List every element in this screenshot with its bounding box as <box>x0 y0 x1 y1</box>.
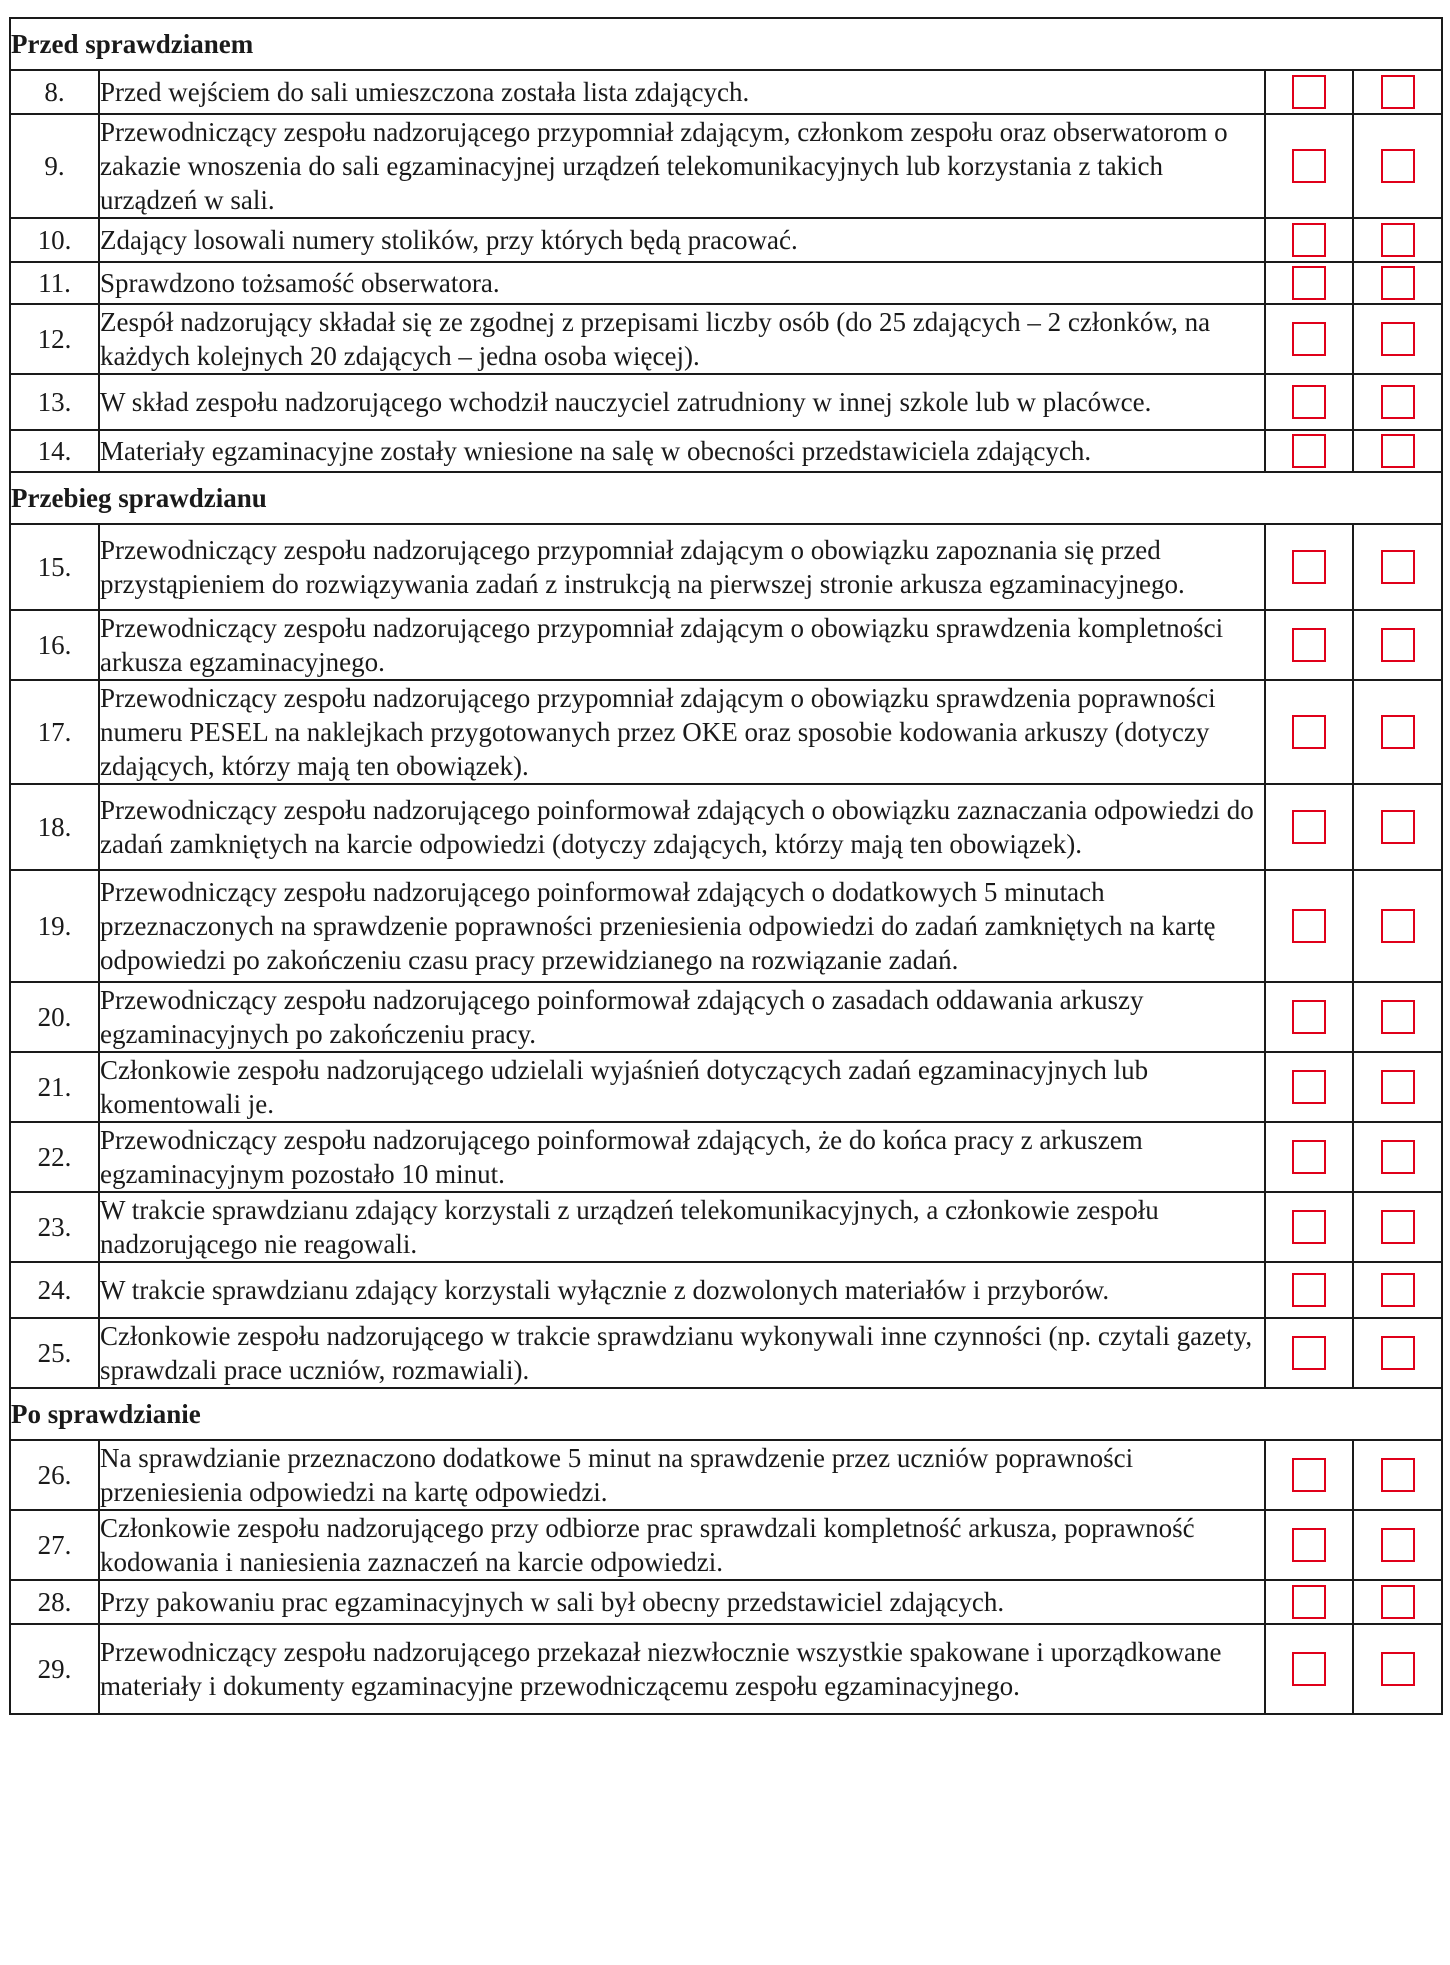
checkbox-cell-no <box>1353 784 1442 870</box>
checkbox-yes[interactable] <box>1292 1070 1326 1104</box>
checklist-row <box>10 304 1442 374</box>
checkbox-cell-yes <box>1265 1624 1353 1714</box>
item-number: 12. <box>10 304 99 374</box>
item-text: Przewodniczący zespołu nadzorującego poinformował zdających o zasadach oddawania arkuszy egzaminacyjnych po zakończeniu pracy. <box>99 982 1265 1052</box>
item-text: Przewodniczący zespołu nadzorującego przypomniał zdającym o obowiązku sprawdzenia poprawności numeru PESEL na naklejkach przygotowanych przez OKE oraz sposobie kodowania arkuszy (dotyczy zdających, którzy mają ten obowiązek). <box>99 680 1265 784</box>
checkbox-cell-no <box>1353 1192 1442 1262</box>
item-number: 28. <box>10 1580 99 1624</box>
checkbox-cell-yes <box>1265 114 1353 218</box>
checkbox-cell-no <box>1353 1122 1442 1192</box>
checklist-row <box>10 1052 1442 1122</box>
checkbox-cell-no <box>1353 262 1442 304</box>
checklist-row <box>10 524 1442 610</box>
item-number: 26. <box>10 1440 99 1510</box>
checkbox-no[interactable] <box>1381 628 1415 662</box>
checkbox-cell-no <box>1353 610 1442 680</box>
item-text: Sprawdzono tożsamość obserwatora. <box>99 262 1265 304</box>
checkbox-no[interactable] <box>1381 1273 1415 1307</box>
checkbox-cell-yes <box>1265 524 1353 610</box>
checkbox-yes[interactable] <box>1292 1273 1326 1307</box>
item-number: 23. <box>10 1192 99 1262</box>
checkbox-no[interactable] <box>1381 1336 1415 1370</box>
item-text: Zdający losowali numery stolików, przy których będą pracować. <box>99 218 1265 262</box>
checkbox-yes[interactable] <box>1292 385 1326 419</box>
checkbox-yes[interactable] <box>1292 75 1326 109</box>
checkbox-cell-yes <box>1265 1318 1353 1388</box>
item-text: W trakcie sprawdzianu zdający korzystali wyłącznie z dozwolonych materiałów i przyborów. <box>99 1262 1265 1318</box>
checkbox-cell-no <box>1353 1580 1442 1624</box>
checkbox-no[interactable] <box>1381 434 1415 468</box>
item-number: 8. <box>10 70 99 114</box>
checkbox-cell-yes <box>1265 70 1353 114</box>
checkbox-yes[interactable] <box>1292 550 1326 584</box>
checklist-table <box>9 17 1443 1715</box>
checkbox-cell-no <box>1353 870 1442 982</box>
checklist-row <box>10 982 1442 1052</box>
item-number: 20. <box>10 982 99 1052</box>
checkbox-cell-yes <box>1265 1510 1353 1580</box>
checkbox-cell-yes <box>1265 1580 1353 1624</box>
checkbox-cell-no <box>1353 1052 1442 1122</box>
checkbox-yes[interactable] <box>1292 266 1326 300</box>
checkbox-no[interactable] <box>1381 266 1415 300</box>
checkbox-cell-no <box>1353 218 1442 262</box>
checklist-row <box>10 1580 1442 1624</box>
checklist-row <box>10 430 1442 472</box>
checkbox-cell-yes <box>1265 610 1353 680</box>
item-text: Zespół nadzorujący składał się ze zgodnej z przepisami liczby osób (do 25 zdających – 2 członków, na każdych kolejnych 20 zdających – jedna osoba więcej). <box>99 304 1265 374</box>
checkbox-no[interactable] <box>1381 1528 1415 1562</box>
checkbox-cell-no <box>1353 1440 1442 1510</box>
section-header <box>10 1388 1442 1440</box>
checkbox-cell-yes <box>1265 218 1353 262</box>
checkbox-yes[interactable] <box>1292 909 1326 943</box>
checklist-row <box>10 114 1442 218</box>
item-number: 29. <box>10 1624 99 1714</box>
checkbox-cell-yes <box>1265 680 1353 784</box>
checklist-row <box>10 870 1442 982</box>
checkbox-yes[interactable] <box>1292 1528 1326 1562</box>
item-number: 22. <box>10 1122 99 1192</box>
checkbox-cell-yes <box>1265 374 1353 430</box>
checkbox-cell-no <box>1353 1318 1442 1388</box>
checkbox-cell-yes <box>1265 784 1353 870</box>
item-text: Przewodniczący zespołu nadzorującego przekazał niezwłocznie wszystkie spakowane i uporządkowane materiały i dokumenty egzaminacyjne przewodniczącemu zespołu egzaminacyjnego. <box>99 1624 1265 1714</box>
checklist-body <box>10 18 1442 1714</box>
checkbox-no[interactable] <box>1381 1652 1415 1686</box>
checkbox-no[interactable] <box>1381 1458 1415 1492</box>
item-text: W skład zespołu nadzorującego wchodził nauczyciel zatrudniony w innej szkole lub w placówce. <box>99 374 1265 430</box>
checkbox-no[interactable] <box>1381 223 1415 257</box>
section-header <box>10 472 1442 524</box>
checkbox-cell-no <box>1353 680 1442 784</box>
checkbox-yes[interactable] <box>1292 1458 1326 1492</box>
checkbox-yes[interactable] <box>1292 1652 1326 1686</box>
checklist-row <box>10 1510 1442 1580</box>
checkbox-yes[interactable] <box>1292 223 1326 257</box>
item-number: 15. <box>10 524 99 610</box>
checkbox-yes[interactable] <box>1292 434 1326 468</box>
checkbox-cell-no <box>1353 1510 1442 1580</box>
checklist-row <box>10 1440 1442 1510</box>
checklist-row <box>10 610 1442 680</box>
checklist-row <box>10 680 1442 784</box>
checkbox-yes[interactable] <box>1292 1000 1326 1034</box>
section-header <box>10 18 1442 70</box>
item-number: 10. <box>10 218 99 262</box>
checkbox-cell-yes <box>1265 304 1353 374</box>
checkbox-yes[interactable] <box>1292 810 1326 844</box>
checkbox-no[interactable] <box>1381 1210 1415 1244</box>
item-text: Przed wejściem do sali umieszczona została lista zdających. <box>99 70 1265 114</box>
item-text: Przy pakowaniu prac egzaminacyjnych w sali był obecny przedstawiciel zdających. <box>99 1580 1265 1624</box>
checklist-row <box>10 262 1442 304</box>
checkbox-yes[interactable] <box>1292 1585 1326 1619</box>
checkbox-no[interactable] <box>1381 75 1415 109</box>
item-number: 18. <box>10 784 99 870</box>
checkbox-cell-yes <box>1265 982 1353 1052</box>
item-number: 13. <box>10 374 99 430</box>
checkbox-cell-no <box>1353 1262 1442 1318</box>
checkbox-cell-yes <box>1265 430 1353 472</box>
item-text: Przewodniczący zespołu nadzorującego poinformował zdających o obowiązku zaznaczania odpowiedzi do zadań zamkniętych na karcie odpowiedzi (dotyczy zdających, którzy mają ten obowiązek). <box>99 784 1265 870</box>
checkbox-cell-yes <box>1265 1262 1353 1318</box>
item-text: Członkowie zespołu nadzorującego udzielali wyjaśnień dotyczących zadań egzaminacyjnych lub komentowali je. <box>99 1052 1265 1122</box>
section-title: Po sprawdzianie <box>10 1388 1442 1440</box>
checklist-row <box>10 784 1442 870</box>
checkbox-cell-no <box>1353 304 1442 374</box>
checkbox-yes[interactable] <box>1292 1140 1326 1174</box>
item-number: 25. <box>10 1318 99 1388</box>
item-number: 19. <box>10 870 99 982</box>
item-number: 16. <box>10 610 99 680</box>
item-number: 9. <box>10 114 99 218</box>
item-text: W trakcie sprawdzianu zdający korzystali z urządzeń telekomunikacyjnych, a członkowie zespołu nadzorującego nie reagowali. <box>99 1192 1265 1262</box>
item-number: 14. <box>10 430 99 472</box>
item-number: 27. <box>10 1510 99 1580</box>
checkbox-cell-no <box>1353 70 1442 114</box>
checkbox-no[interactable] <box>1381 715 1415 749</box>
checkbox-cell-yes <box>1265 1440 1353 1510</box>
checklist-row <box>10 1318 1442 1388</box>
checkbox-no[interactable] <box>1381 909 1415 943</box>
item-text: Na sprawdzianie przeznaczono dodatkowe 5 minut na sprawdzenie przez uczniów poprawności przeniesienia odpowiedzi na kartę odpowiedzi. <box>99 1440 1265 1510</box>
item-text: Członkowie zespołu nadzorującego przy odbiorze prac sprawdzali kompletność arkusza, poprawność kodowania i naniesienia zaznaczeń na karcie odpowiedzi. <box>99 1510 1265 1580</box>
checkbox-cell-no <box>1353 982 1442 1052</box>
checkbox-no[interactable] <box>1381 149 1415 183</box>
checkbox-yes[interactable] <box>1292 149 1326 183</box>
checkbox-no[interactable] <box>1381 1070 1415 1104</box>
item-number: 17. <box>10 680 99 784</box>
checkbox-no[interactable] <box>1381 550 1415 584</box>
section-title: Przebieg sprawdzianu <box>10 472 1442 524</box>
checklist-row <box>10 1192 1442 1262</box>
checkbox-yes[interactable] <box>1292 628 1326 662</box>
checkbox-no[interactable] <box>1381 322 1415 356</box>
checkbox-cell-no <box>1353 1624 1442 1714</box>
checklist-row <box>10 218 1442 262</box>
checkbox-yes[interactable] <box>1292 1210 1326 1244</box>
item-number: 24. <box>10 1262 99 1318</box>
checkbox-cell-no <box>1353 114 1442 218</box>
item-number: 11. <box>10 262 99 304</box>
item-text: Materiały egzaminacyjne zostały wniesione na salę w obecności przedstawiciela zdających. <box>99 430 1265 472</box>
checkbox-no[interactable] <box>1381 385 1415 419</box>
checkbox-yes[interactable] <box>1292 1336 1326 1370</box>
checkbox-no[interactable] <box>1381 1000 1415 1034</box>
checkbox-cell-yes <box>1265 1192 1353 1262</box>
checkbox-cell-no <box>1353 524 1442 610</box>
checkbox-cell-yes <box>1265 1052 1353 1122</box>
item-text: Przewodniczący zespołu nadzorującego poinformował zdających, że do końca pracy z arkuszem egzaminacyjnym pozostało 10 minut. <box>99 1122 1265 1192</box>
checklist-row <box>10 1122 1442 1192</box>
item-number: 21. <box>10 1052 99 1122</box>
item-text: Przewodniczący zespołu nadzorującego przypomniał zdającym o obowiązku sprawdzenia kompletności arkusza egzaminacyjnego. <box>99 610 1265 680</box>
item-text: Przewodniczący zespołu nadzorującego poinformował zdających o dodatkowych 5 minutach przeznaczonych na sprawdzenie poprawności przeniesienia odpowiedzi do zadań zamkniętych na kartę odpowiedzi po zakończeniu czasu pracy przewidzianego na rozwiązanie zadań. <box>99 870 1265 982</box>
checklist-row <box>10 374 1442 430</box>
checkbox-cell-yes <box>1265 870 1353 982</box>
item-text: Członkowie zespołu nadzorującego w trakcie sprawdzianu wykonywali inne czynności (np. czytali gazety, sprawdzali prace uczniów, rozmawiali). <box>99 1318 1265 1388</box>
checkbox-no[interactable] <box>1381 1585 1415 1619</box>
item-text: Przewodniczący zespołu nadzorującego przypomniał zdającym o obowiązku zapoznania się przed przystąpieniem do rozwiązywania zadań z instrukcją na pierwszej stronie arkusza egzaminacyjnego. <box>99 524 1265 610</box>
checklist-row <box>10 1624 1442 1714</box>
checklist-row <box>10 70 1442 114</box>
checklist-row <box>10 1262 1442 1318</box>
checkbox-cell-yes <box>1265 1122 1353 1192</box>
checkbox-no[interactable] <box>1381 810 1415 844</box>
checkbox-no[interactable] <box>1381 1140 1415 1174</box>
checkbox-cell-no <box>1353 430 1442 472</box>
checkbox-yes[interactable] <box>1292 715 1326 749</box>
item-text: Przewodniczący zespołu nadzorującego przypomniał zdającym, członkom zespołu oraz obserwatorom o zakazie wnoszenia do sali egzaminacyjnej urządzeń telekomunikacyjnych lub korzystania z takich urządzeń w sali. <box>99 114 1265 218</box>
checkbox-cell-yes <box>1265 262 1353 304</box>
section-title: Przed sprawdzianem <box>10 18 1442 70</box>
checkbox-cell-no <box>1353 374 1442 430</box>
checkbox-yes[interactable] <box>1292 322 1326 356</box>
